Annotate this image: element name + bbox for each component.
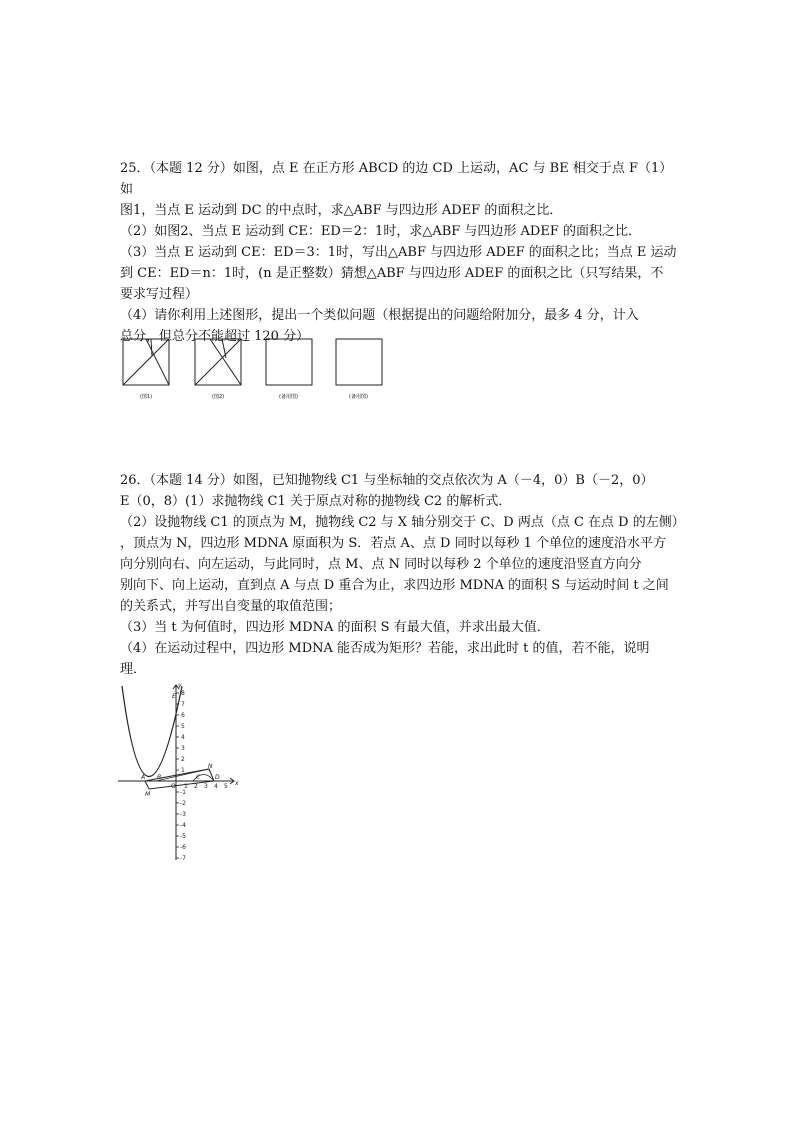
y-tick-label: -6 — [180, 844, 186, 851]
spare-square-figure — [266, 339, 312, 385]
problem-26 — [120, 470, 685, 680]
y-tick-label: 6 — [181, 712, 185, 719]
square-figure-2 — [195, 339, 241, 385]
problem-25-line: 要求写过程） — [120, 287, 199, 302]
problem-25-line: 25．（本题 12 分）如图，点 E 在正方形 ABCD 的边 CD 上运动，AC 与 BE 相交于点 F（1）如 — [120, 161, 673, 197]
problem-26-line: （2）设抛物线 C1 的顶点为 M，抛物线 C2 与 X 轴分别交于 C、D 两点（点 C 在点 D 的左侧） — [120, 515, 685, 530]
y-tick-label: 5 — [181, 723, 185, 730]
problem-25-line: 总分，但总分不能超过 120 分） — [120, 329, 310, 344]
y-tick-label: -1 — [180, 789, 186, 796]
y-tick-label: -4 — [180, 822, 186, 829]
problem-25 — [120, 158, 680, 347]
origin-label: O — [171, 783, 176, 790]
problem-26-line: ，顶点为 N，四边形 MDNA 原面积为 S．若点 A、点 D 同时以每秒 1 个单位的速度沿水平方 — [120, 536, 667, 551]
point-label-n: N — [208, 763, 213, 770]
problem-25-line: （2）如图2、当点 E 运动到 CE：ED＝2：1时，求△ABF 与四边形 ADEF 的面积之比． — [120, 224, 641, 239]
problem-26-line: 向分别向右、向左运动，与此同时，点 M、点 N 同时以每秒 2 个单位的速度沿竖直方向分 — [120, 557, 642, 572]
x-tick-label: 1 — [184, 783, 188, 790]
square-figure-1 — [123, 339, 169, 385]
x-axis-label: x — [235, 780, 239, 787]
problem-26-line: （3）当 t 为何值时，四边形 MDNA 的面积 S 有最大值，并求出最大值． — [120, 620, 550, 635]
spare-square-figure — [336, 339, 382, 385]
problem-26-line: 的关系式，并写出自变量的取值范围； — [120, 599, 342, 614]
y-tick-label: -2 — [180, 800, 186, 807]
x-tick-label: 2 — [194, 783, 198, 790]
y-tick-label: 2 — [181, 756, 185, 763]
y-tick-label: -5 — [180, 833, 186, 840]
point-label-a: A — [141, 774, 146, 781]
problem-25-figures — [118, 332, 398, 402]
x-tick-label: 4 — [214, 783, 218, 790]
figure-caption: (图2) — [212, 394, 225, 400]
problem-25-line: 到 CE：ED＝n：1时，(n 是正整数）猜想△ABF 与四边形 ADEF 的面积之比（只写结果，不 — [120, 266, 664, 281]
y-tick-label: 4 — [181, 734, 185, 741]
problem-25-line: （4）请你利用上述图形，提出一个类似问题（根据提出的问题给附加分，最多 4 分，计入 — [120, 308, 639, 323]
figure-caption: (备用图) — [349, 394, 368, 400]
problem-26-line: 别向下、向上运动，直到点 A 与点 D 重合为止，求四边形 MDNA 的面积 S 与运动时间 t 之间 — [120, 578, 669, 593]
problem-26-line: E（0，8）(1）求抛物线 C1 关于原点对称的抛物线 C2 的解析式． — [120, 494, 512, 509]
point-label-e: E — [172, 693, 176, 700]
y-axis-label: y — [178, 682, 182, 689]
x-tick-label: 5 — [224, 783, 228, 790]
point-label-c: C — [196, 774, 201, 781]
y-tick-label: 8 — [181, 690, 185, 697]
problem-25-line: 图1，当点 E 运动到 DC 的中点时，求△ABF 与四边形 ADEF 的面积之比． — [120, 203, 563, 218]
figure-caption: (备用图) — [279, 394, 298, 400]
y-tick-label: 7 — [181, 701, 185, 708]
y-tick-label: -7 — [180, 855, 186, 862]
y-tick-label: 3 — [181, 745, 185, 752]
parabola-figure — [116, 682, 242, 864]
point-label-b: B — [157, 774, 162, 781]
point-label-d: D — [215, 774, 220, 781]
point-label-m: M — [145, 791, 151, 798]
y-tick-label: 1 — [181, 767, 185, 774]
problem-26-line: 26．（本题 14 分）如图，已知抛物线 C1 与坐标轴的交点依次为 A（－4，0）B（－2，0） — [120, 473, 654, 488]
y-tick-label: -3 — [180, 811, 186, 818]
problem-25-line: （3）当点 E 运动到 CE：ED＝3：1时，写出△ABF 与四边形 ADEF 的面积之比；当点 E 运动 — [120, 245, 677, 260]
problem-26-line: 理． — [120, 662, 147, 677]
problem-26-line: （4）在运动过程中，四边形 MDNA 能否成为矩形？若能，求出此时 t 的值，若不能，说明 — [120, 641, 650, 656]
x-tick-label: 3 — [204, 783, 208, 790]
figure-caption: (图1) — [140, 394, 153, 400]
